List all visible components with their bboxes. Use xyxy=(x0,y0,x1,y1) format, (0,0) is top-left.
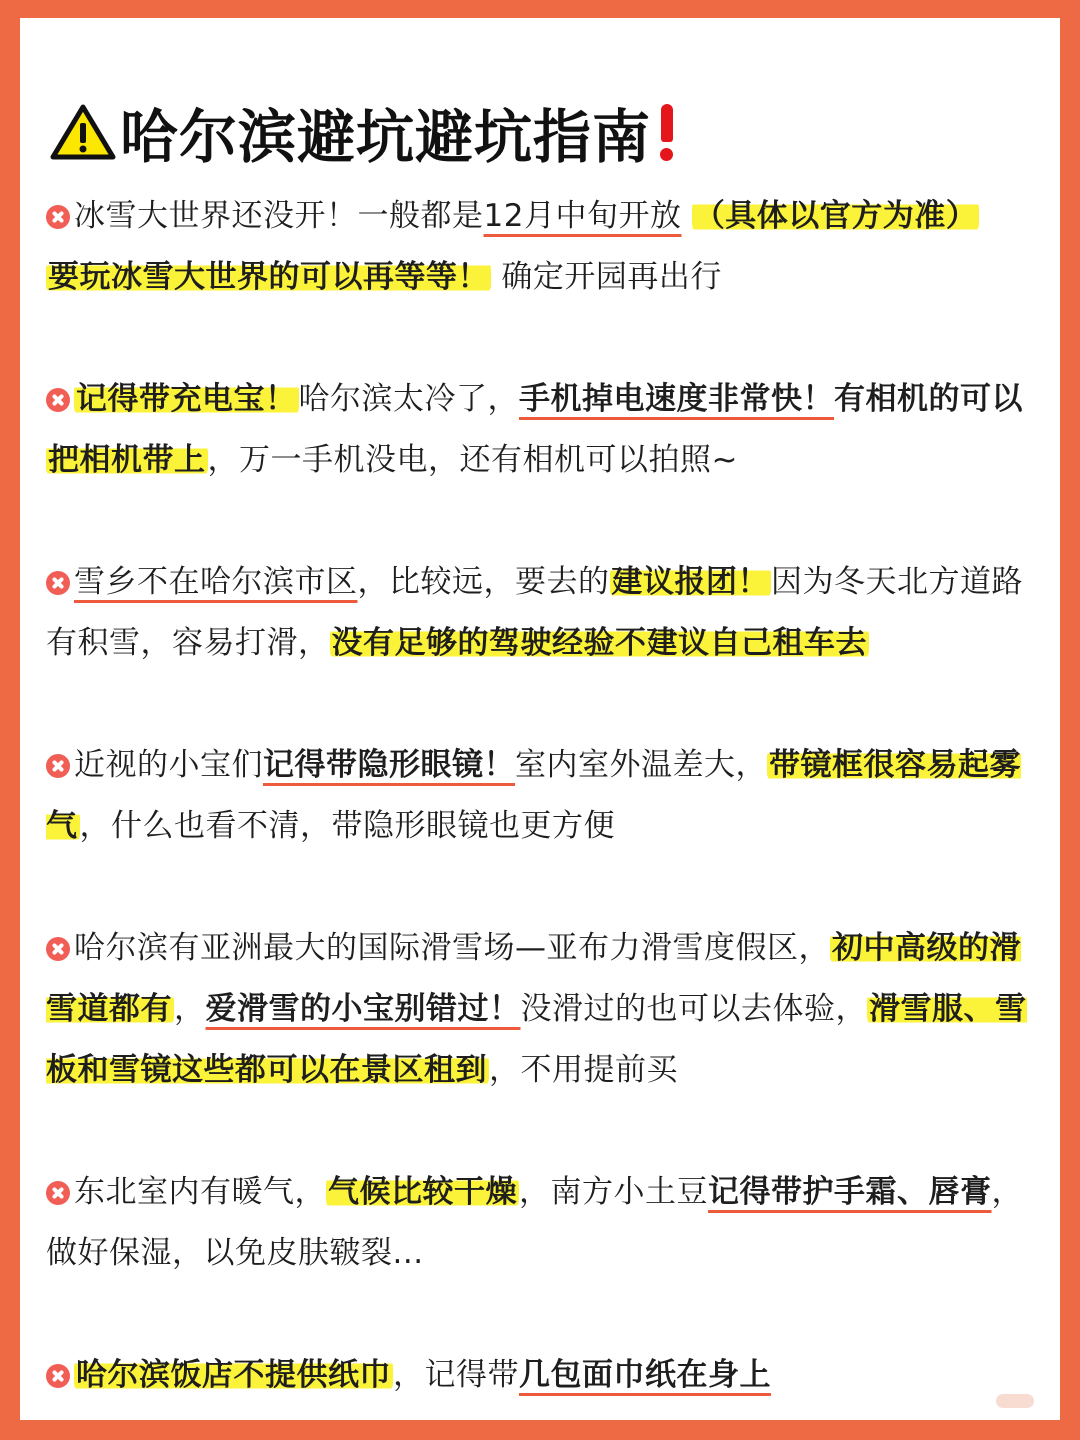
page-title-text: 哈尔滨避坑避坑指南 xyxy=(120,103,652,171)
watermark-logo xyxy=(996,1394,1034,1408)
x-mark-icon xyxy=(46,571,70,595)
tip-text: ，南方小土豆 xyxy=(519,1174,708,1210)
tip-text: 哈尔滨有亚洲最大的国际滑雪场—亚布力滑雪度假区， xyxy=(74,930,830,966)
tip-text: ，做好保湿，以免皮肤皲裂... xyxy=(46,1174,1023,1271)
tip-highlight: 没有足够的驾驶经验不建议自己租车去 xyxy=(331,625,867,661)
tip-item xyxy=(46,1162,1036,1284)
x-mark-icon xyxy=(46,388,70,412)
tip-text: 哈尔滨太冷了， xyxy=(298,381,519,417)
tip-text: 冰雪大世界还没开！一般都是 xyxy=(74,198,484,234)
tip-text xyxy=(681,198,691,234)
tip-highlight: 带镜框很容易起雾气 xyxy=(46,747,1021,844)
tip-text: 确定开园再出行 xyxy=(491,259,722,295)
tip-underlined-text: 记得带护手霜、唇膏 xyxy=(708,1174,992,1210)
tip-underlined-text: 爱滑雪的小宝别错过！ xyxy=(205,991,521,1027)
tip-highlight: 把相机带上 xyxy=(48,442,206,478)
tip-highlight: 记得带充电宝！ xyxy=(76,381,297,417)
tip-underlined-text: 记得带隐形眼镜！ xyxy=(263,747,515,783)
guide-card xyxy=(20,18,1060,1420)
tip-text: ，万一手机没电，还有相机可以拍照~ xyxy=(207,442,738,478)
warning-icon xyxy=(50,103,116,161)
tip-highlight: 滑雪服、雪板和雪镜这些都可以在景区租到 xyxy=(46,991,1027,1088)
tip-text: 因为冬天北方道路有积雪，容易打滑， xyxy=(46,564,1023,661)
tip-highlight: 初中高级的滑雪道都有 xyxy=(46,930,1021,1027)
tip-text: ，比较远，要去的 xyxy=(357,564,610,600)
tip-item xyxy=(46,918,1036,1101)
x-mark-icon xyxy=(46,205,70,229)
tip-item xyxy=(46,735,1036,857)
tip-text: ， xyxy=(174,991,206,1027)
tip-underlined-text: 手机掉电速度非常快！ xyxy=(519,381,834,417)
tip-underlined-text: 12月中旬开放 xyxy=(483,198,682,234)
x-mark-icon xyxy=(46,1364,70,1388)
tip-item xyxy=(46,186,1036,308)
tip-text: 有相机的可以 xyxy=(834,381,1023,417)
tip-text: 近视的小宝们 xyxy=(74,747,263,783)
exclamation-icon xyxy=(659,104,675,160)
tip-text: ，什么也看不清，带隐形眼镜也更方便 xyxy=(79,808,615,844)
tip-item xyxy=(46,1345,1036,1406)
tip-underlined-text: 几包面巾纸在身上 xyxy=(519,1357,771,1393)
tip-text: 室内室外温差大， xyxy=(515,747,767,783)
tip-text: 没滑过的也可以去体验， xyxy=(520,991,867,1027)
page-title xyxy=(50,82,1034,182)
tip-text: ，不用提前买 xyxy=(489,1052,678,1088)
x-mark-icon xyxy=(46,937,70,961)
tip-highlight: 要玩冰雪大世界的可以再等等！ xyxy=(48,259,489,295)
tip-item xyxy=(46,369,1036,491)
x-mark-icon xyxy=(46,1181,70,1205)
tip-underlined-text: 雪乡不在哈尔滨市区 xyxy=(74,564,358,600)
tip-text: ，记得带 xyxy=(393,1357,519,1393)
tip-highlight: 气候比较干燥 xyxy=(328,1174,517,1210)
tip-highlight: 哈尔滨饭店不提供纸巾 xyxy=(76,1357,391,1393)
tip-highlight: 建议报团！ xyxy=(611,564,769,600)
x-mark-icon xyxy=(46,754,70,778)
tip-highlight: （具体以官方为准） xyxy=(693,198,978,234)
tip-text: 东北室内有暖气， xyxy=(74,1174,326,1210)
tip-item xyxy=(46,552,1036,674)
